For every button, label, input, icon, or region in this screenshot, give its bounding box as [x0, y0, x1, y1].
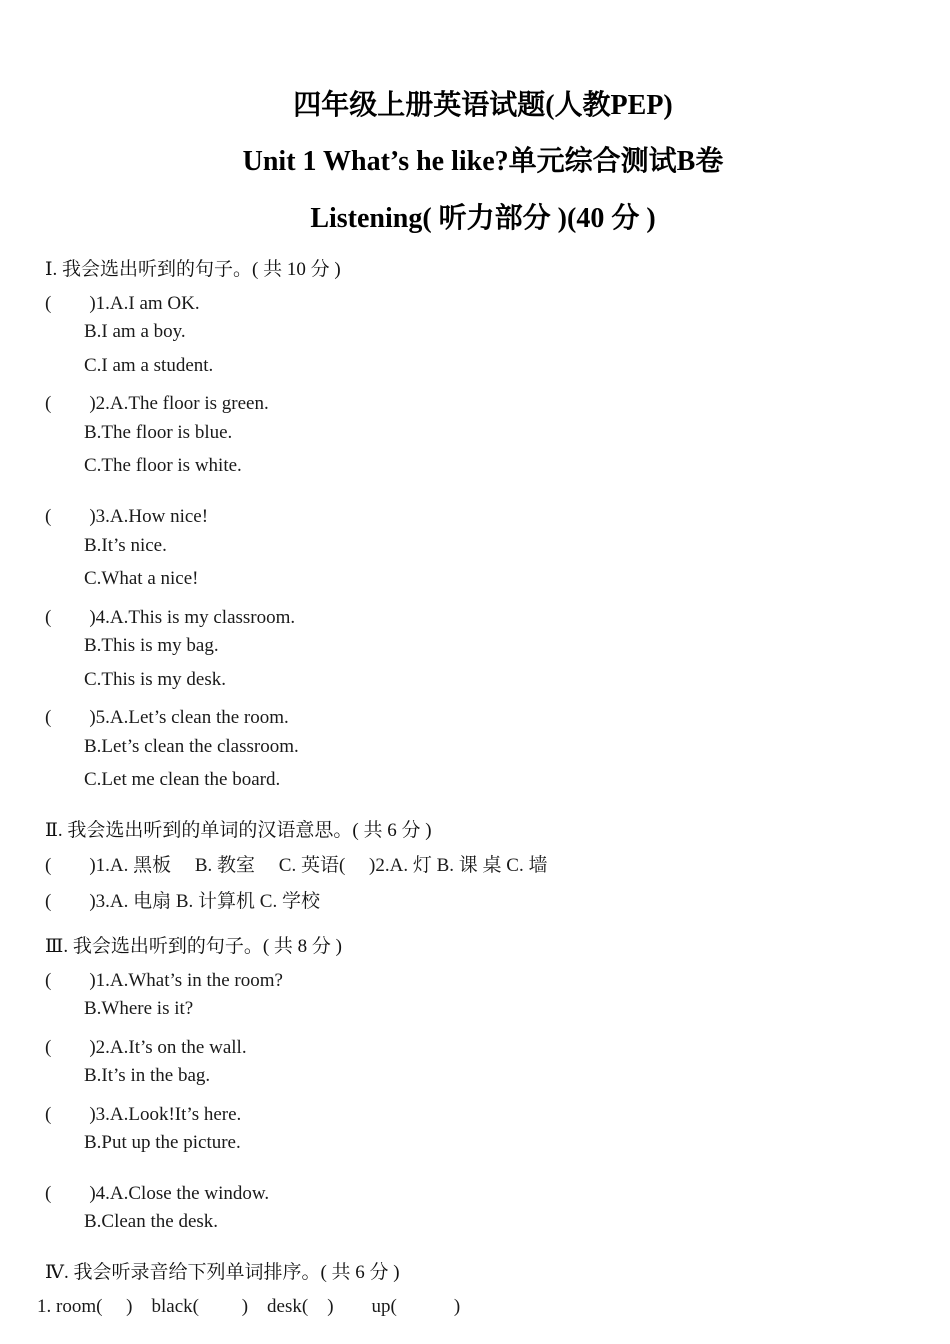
- s4-row-1: 1. room( ) black( ) desk( ) up( ): [37, 1296, 461, 1317]
- s3-q4-option-b: B.Clean the desk.: [84, 1211, 219, 1232]
- s1-q2-option-b: B.The floor is blue.: [84, 422, 233, 443]
- s1-q4-stem: ( )4.A.This is my classroom.: [45, 607, 296, 628]
- s1-q1-option-b: B.I am a boy.: [84, 321, 186, 342]
- s1-q2-option-c: C.The floor is white.: [84, 455, 242, 476]
- s1-q3-option-b: B.It’s nice.: [84, 535, 167, 556]
- section-4-heading: Ⅳ. 我会听录音给下列单词排序。( 共 6 分 ): [45, 1262, 400, 1283]
- s3-q3-stem: ( )3.A.Look!It’s here.: [45, 1104, 242, 1125]
- s3-q1-option-b: B.Where is it?: [84, 998, 194, 1019]
- s1-q1-stem: ( )1.A.I am OK.: [45, 293, 200, 314]
- s3-q2-option-b: B.It’s in the bag.: [84, 1065, 211, 1086]
- s1-q5-option-b: B.Let’s clean the classroom.: [84, 736, 299, 757]
- s3-q3-option-b: B.Put up the picture.: [84, 1132, 241, 1153]
- section-3-heading: Ⅲ. 我会选出听到的句子。( 共 8 分 ): [45, 936, 342, 957]
- s2-row-2: ( )3.A. 电扇 B. 计算机 C. 学校: [45, 891, 320, 912]
- listening-title: Listening( 听力部分 )(40 分 ): [310, 203, 656, 234]
- s1-q2-stem: ( )2.A.The floor is green.: [45, 393, 269, 414]
- unit-title: Unit 1 What’s he like?单元综合测试B卷: [242, 146, 724, 177]
- section-1-heading: Ⅰ. 我会选出听到的句子。( 共 10 分 ): [45, 259, 341, 280]
- s1-q4-option-b: B.This is my bag.: [84, 635, 219, 656]
- s1-q4-option-c: C.This is my desk.: [84, 669, 226, 690]
- s3-q1-stem: ( )1.A.What’s in the room?: [45, 970, 283, 991]
- s2-row-1: ( )1.A. 黑板 B. 教室 C. 英语( )2.A. 灯 B. 课 桌 C. 墙: [45, 855, 548, 876]
- s1-q5-option-c: C.Let me clean the board.: [84, 769, 281, 790]
- s3-q4-stem: ( )4.A.Close the window.: [45, 1183, 270, 1204]
- s1-q3-stem: ( )3.A.How nice!: [45, 506, 209, 527]
- s3-q2-stem: ( )2.A.It’s on the wall.: [45, 1037, 247, 1058]
- section-2-heading: Ⅱ. 我会选出听到的单词的汉语意思。( 共 6 分 ): [45, 820, 432, 841]
- s1-q1-option-c: C.I am a student.: [84, 355, 214, 376]
- exam-title: 四年级上册英语试题(人教PEP): [293, 90, 673, 121]
- s1-q3-option-c: C.What a nice!: [84, 568, 199, 589]
- s1-q5-stem: ( )5.A.Let’s clean the room.: [45, 707, 289, 728]
